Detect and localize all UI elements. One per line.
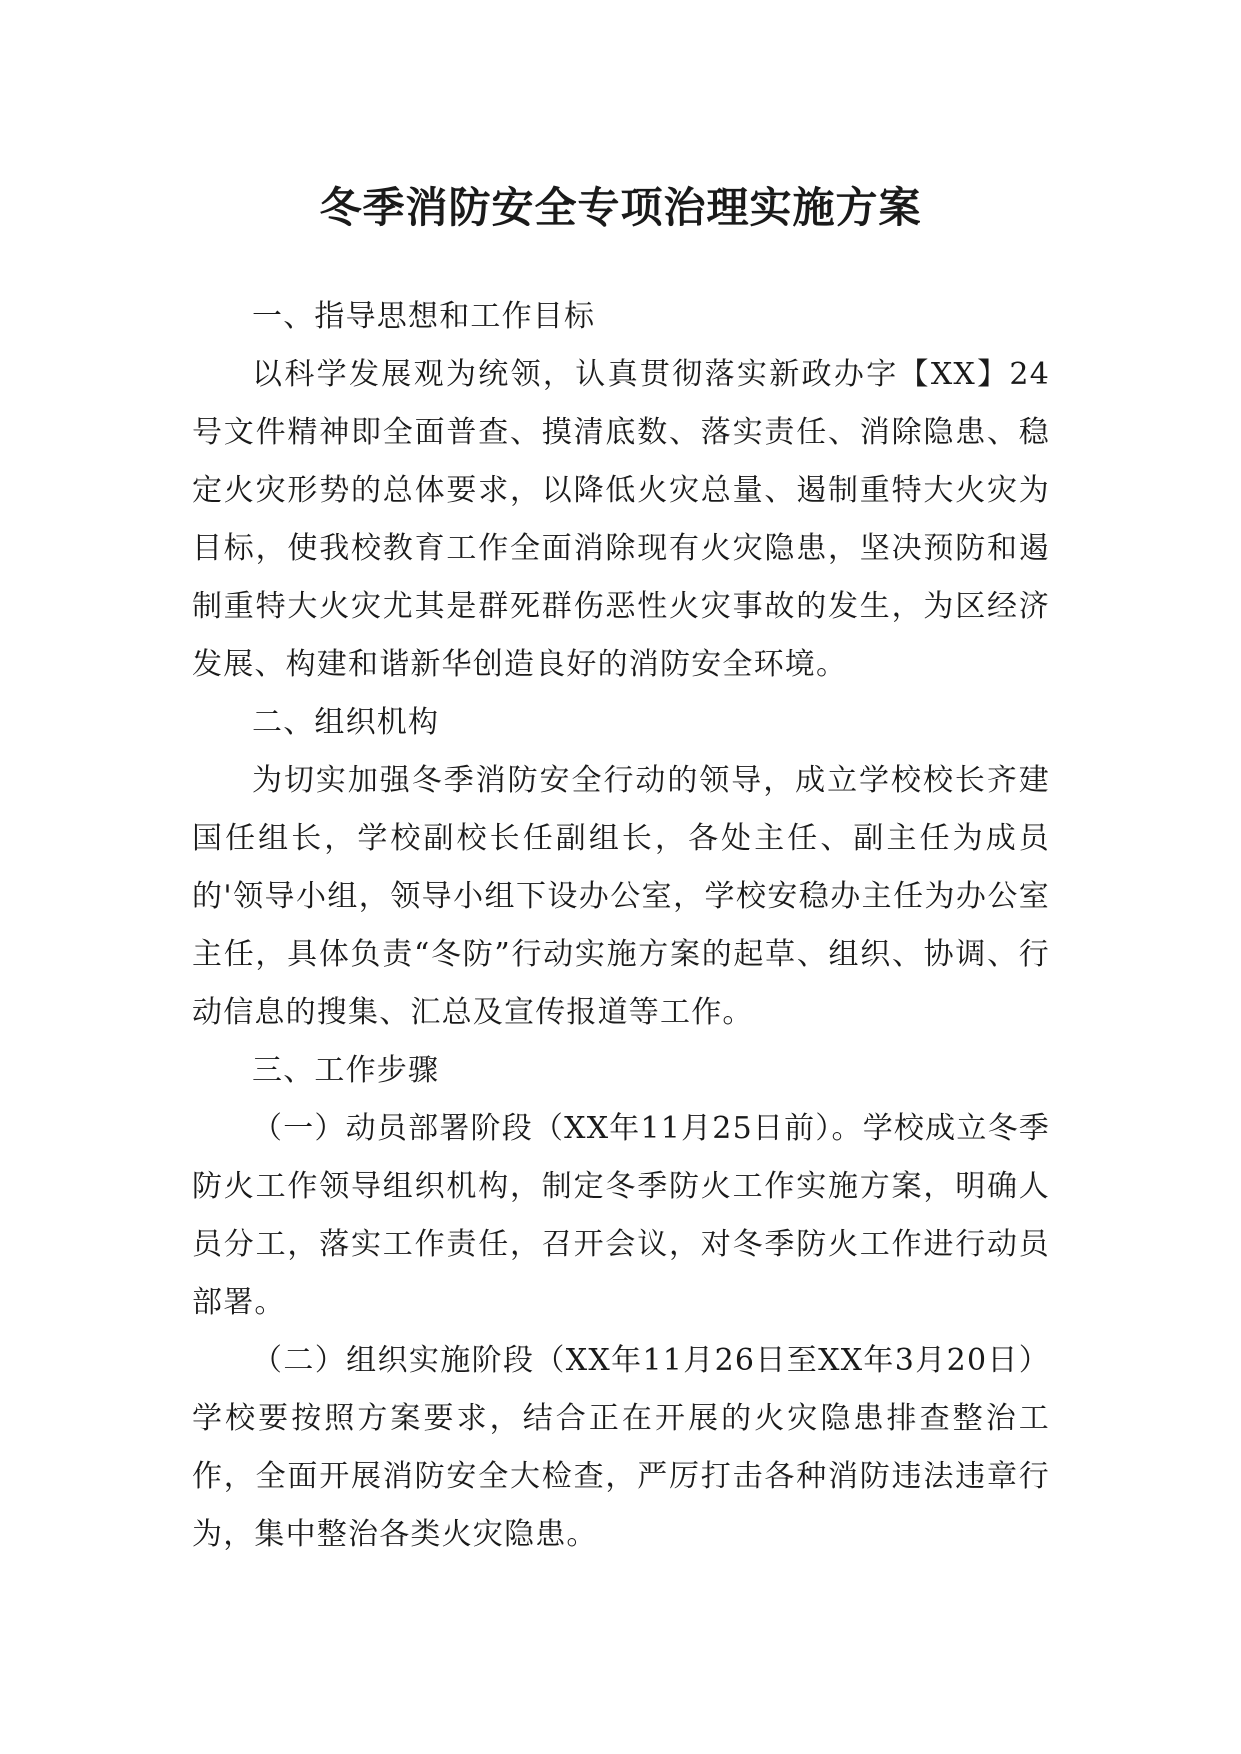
paragraph-step-1: （一）动员部署阶段（XX年11月25日前）。学校成立冬季防火工作领导组织机构，制定冬季防火工作实施方案，明确人员分工，落实工作责任，召开会议，对冬季防火工作进行动员部署。 [192, 1111, 1050, 1320]
section-heading-2: 二、组织机构 [252, 705, 440, 740]
paragraph-organization: 为切实加强冬季消防安全行动的领导，成立学校校长齐建国任组长，学校副校长任副组长，各处主任、副主任为成员的'领导小组，领导小组下设办公室，学校安稳办主任为办公室主任，具体负责“冬防”行动实施方案的起草、组织、协调、行动信息的搜集、汇总及宣传报道等工作。 [192, 763, 1050, 1030]
section-heading-1: 一、指导思想和工作目标 [252, 299, 596, 334]
paragraph-step-2: （二）组织实施阶段（XX年11月26日至XX年3月20日）学校要按照方案要求，结合正在开展的火灾隐患排查整治工作，全面开展消防安全大检查，严厉打击各种消防违法违章行为，集中整治各类火灾隐患。 [192, 1343, 1050, 1552]
document-body [192, 288, 1050, 1564]
paragraph-guiding-ideology: 以科学发展观为统领，认真贯彻落实新政办字【XX】24号文件精神即全面普查、摸清底数、落实责任、消除隐患、稳定火灾形势的总体要求，以降低火灾总量、遏制重特大火灾为目标，使我校教育工作全面消除现有火灾隐患，坚决预防和遏制重特大火灾尤其是群死群伤恶性火灾事故的发生，为区经济发展、构建和谐新华创造良好的消防安全环境。 [192, 357, 1050, 682]
document-title: 冬季消防安全专项治理实施方案 [319, 183, 922, 233]
section-heading-3: 三、工作步骤 [252, 1053, 440, 1088]
